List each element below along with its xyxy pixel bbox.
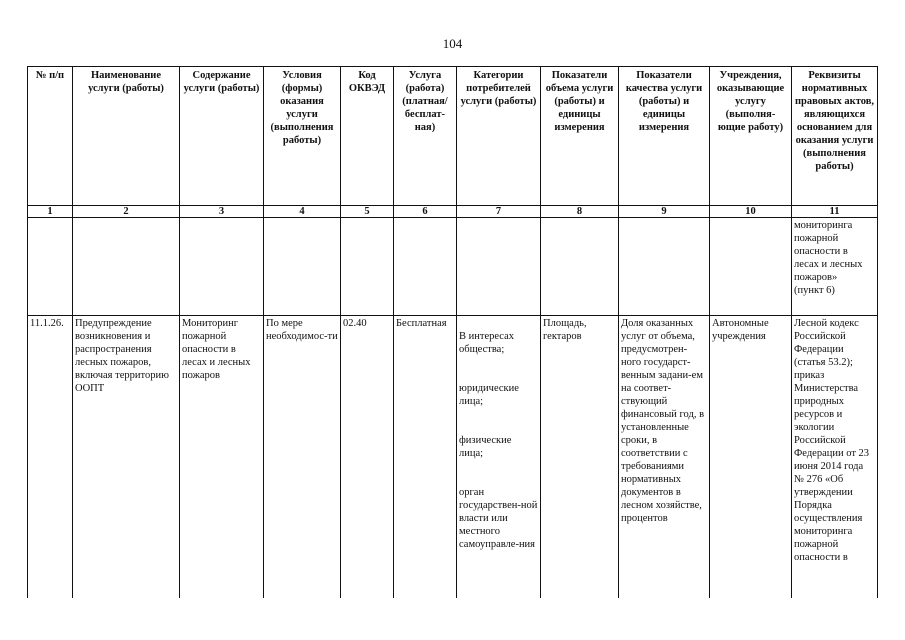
table-row (28, 316, 878, 599)
header-row (28, 67, 878, 206)
volume-indicators: Площадь, гектаров (541, 316, 619, 599)
paid-status: Бесплатная (394, 316, 457, 599)
legal-requisites: Лесной кодекс Российской Федерации (статья 53.2); приказ Министерства природных ресурсов и экологии Российской Федерации от 23 июня 2014 года № 276 «Об утверждении Порядка осуществления мониторинга пожарной опасности в (792, 316, 878, 599)
column-number: 4 (264, 206, 341, 218)
page-number: 104 (442, 36, 463, 51)
empty-cell (457, 218, 541, 316)
consumer-authorities: орган государствен-ной власти или местного самоуправле-ния (459, 487, 538, 550)
column-number-row (28, 206, 878, 218)
header-cell-okved: Код ОКВЭД (341, 67, 394, 206)
continuation-row (28, 218, 878, 316)
service-conditions: По мере необходимос-ти (264, 316, 341, 599)
okved-code: 02.40 (341, 316, 394, 599)
services-table (27, 66, 878, 598)
column-number: 10 (710, 206, 792, 218)
column-number: 1 (28, 206, 73, 218)
header-cell-consumers: Категории потребителей услуги (работы) (457, 67, 541, 206)
empty-cell (264, 218, 341, 316)
empty-cell (619, 218, 710, 316)
header-cell-paid: Услуга (работа) (платная/ бесплат-ная) (394, 67, 457, 206)
service-name: Предупреждение возникновения и распространения лесных пожаров, включая территорию ООПТ (73, 316, 180, 599)
column-number: 7 (457, 206, 541, 218)
header-cell-volume: Показатели объема услуги (работы) и единицы измерения (541, 67, 619, 206)
column-number: 3 (180, 206, 264, 218)
column-number: 6 (394, 206, 457, 218)
consumer-public: В интересах общества; (459, 331, 514, 355)
column-number: 2 (73, 206, 180, 218)
header-cell-num: № п/п (28, 67, 73, 206)
column-number: 9 (619, 206, 710, 218)
header-cell-requisites: Реквизиты нормативных правовых актов, являющихся основанием для оказания услуги (выполнения работы) (792, 67, 878, 206)
consumer-categories (457, 316, 541, 599)
empty-cell (394, 218, 457, 316)
empty-cell (541, 218, 619, 316)
header-cell-institutions: Учреждения, оказывающие услугу (выполня-ющие работу) (710, 67, 792, 206)
empty-cell (28, 218, 73, 316)
header-cell-name: Наименование услуги (работы) (73, 67, 180, 206)
empty-cell (710, 218, 792, 316)
empty-cell (73, 218, 180, 316)
continuation-requisites: мониторинга пожарной опасности в лесах и лесных пожаров» (пункт 6) (792, 218, 878, 316)
header-cell-quality: Показатели качества услуги (работы) и единицы измерения (619, 67, 710, 206)
empty-cell (180, 218, 264, 316)
row-number: 11.1.26. (28, 316, 73, 599)
column-number: 8 (541, 206, 619, 218)
institutions: Автономные учреждения (710, 316, 792, 599)
consumer-individuals: физические лица; (459, 435, 512, 459)
consumer-legal-entities: юридические лица; (459, 383, 519, 407)
column-number: 5 (341, 206, 394, 218)
header-cell-content: Содержание услуги (работы) (180, 67, 264, 206)
empty-cell (341, 218, 394, 316)
service-content: Мониторинг пожарной опасности в лесах и лесных пожаров (180, 316, 264, 599)
header-cell-conditions: Условия (формы) оказания услуги (выполнения работы) (264, 67, 341, 206)
column-number: 11 (792, 206, 878, 218)
quality-indicators: Доля оказанных услуг от объема, предусмотрен-ного государст-венным задани-ем на соответ-ствующий финансовый год, в установленные сроки, в соответствии с требованиями нормативных документов в лесном хозяйстве, процентов (619, 316, 710, 599)
